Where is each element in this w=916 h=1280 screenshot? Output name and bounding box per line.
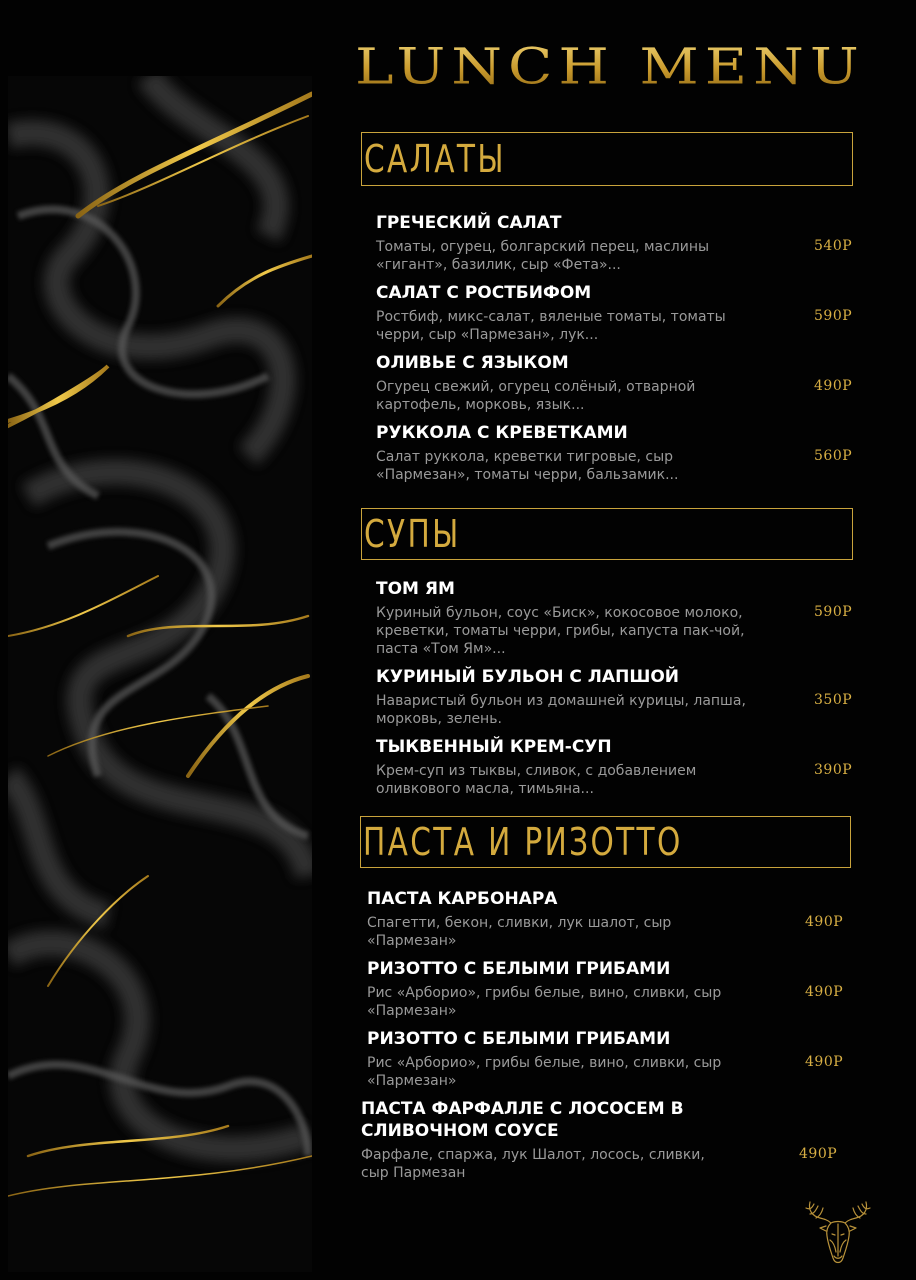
item-name: ОЛИВЬЕ С ЯЗЫКОМ xyxy=(376,353,569,373)
item-name: ТЫКВЕННЫЙ КРЕМ-СУП xyxy=(376,737,612,757)
item-price: 490Р xyxy=(805,914,844,930)
item-name: ПАСТА ФАРФАЛЛЕ С ЛОСОСЕМ В СЛИВОЧНОМ СОУСЕ xyxy=(361,1099,684,1141)
item-name: САЛАТ С РОСТБИФОМ xyxy=(376,283,592,303)
section-title: САЛАТЫ xyxy=(364,137,506,181)
item-price: 490Р xyxy=(805,984,844,1000)
menu-item xyxy=(376,352,854,418)
menu-item xyxy=(376,736,854,802)
item-price: 490Р xyxy=(814,378,853,394)
item-name: РИЗОТТО С БЕЛЫМИ ГРИБАМИ xyxy=(367,1029,671,1049)
menu-item xyxy=(376,422,854,488)
item-name: РУККОЛА С КРЕВЕТКАМИ xyxy=(376,423,628,443)
item-description: Салат руккола, креветки тигровые, сыр «Пармезан», томаты черри, бальзамик... xyxy=(376,449,679,483)
item-description: Наваристый бульон из домашней курицы, лапша, морковь, зелень. xyxy=(376,693,746,727)
menu-item xyxy=(367,958,847,1024)
item-price: 560Р xyxy=(814,448,853,464)
item-name: КУРИНЫЙ БУЛЬОН С ЛАПШОЙ xyxy=(376,667,679,687)
menu-item xyxy=(376,212,854,278)
item-name: ТОМ ЯМ xyxy=(376,579,455,599)
marble-decoration xyxy=(8,76,312,1272)
menu-title: LUNCH MENU xyxy=(355,36,865,96)
item-name: РИЗОТТО С БЕЛЫМИ ГРИБАМИ xyxy=(367,959,671,979)
item-price: 490Р xyxy=(805,1054,844,1070)
item-description: Крем-суп из тыквы, сливок, с добавлением оливкового масла, тимьяна... xyxy=(376,763,697,797)
menu-item xyxy=(361,1098,847,1188)
menu-item xyxy=(376,666,854,732)
section-salads-header xyxy=(361,132,853,186)
item-price: 590Р xyxy=(814,308,853,324)
section-soups-header xyxy=(361,508,853,560)
item-description: Куриный бульон, соус «Биск», кокосовое молоко, креветки, томаты черри, грибы, капуста пак-чой, паста «Том Ям»... xyxy=(376,605,745,657)
item-description: Фарфале, спаржа, лук Шалот, лосось, сливки, сыр Пармезан xyxy=(361,1147,705,1181)
menu-item xyxy=(367,888,847,954)
menu-item xyxy=(376,578,854,662)
item-price: 490Р xyxy=(799,1146,838,1162)
moose-head-icon xyxy=(804,1196,872,1268)
item-description: Томаты, огурец, болгарский перец, маслины «гигант», базилик, сыр «Фета»... xyxy=(376,239,710,273)
section-pasta-header xyxy=(360,816,851,868)
item-price: 540Р xyxy=(814,238,853,254)
item-name: ПАСТА КАРБОНАРА xyxy=(367,889,558,909)
item-price: 590Р xyxy=(814,604,853,620)
item-description: Рис «Арборио», грибы белые, вино, сливки, сыр «Пармезан» xyxy=(367,985,722,1019)
item-name: ГРЕЧЕСКИЙ САЛАТ xyxy=(376,213,562,233)
item-description: Огурец свежий, огурец солёный, отварной картофель, морковь, язык... xyxy=(376,379,696,413)
section-title: СУПЫ xyxy=(364,512,461,556)
menu-item xyxy=(376,282,854,348)
item-description: Спагетти, бекон, сливки, лук шалот, сыр «Пармезан» xyxy=(367,915,672,949)
section-title: ПАСТА И РИЗОТТО xyxy=(363,820,683,864)
item-description: Ростбиф, микс-салат, вяленые томаты, томаты черри, сыр «Пармезан», лук... xyxy=(376,309,726,343)
item-price: 390Р xyxy=(814,762,853,778)
item-price: 350Р xyxy=(814,692,853,708)
item-description: Рис «Арборио», грибы белые, вино, сливки, сыр «Пармезан» xyxy=(367,1055,722,1089)
menu-item xyxy=(367,1028,847,1094)
